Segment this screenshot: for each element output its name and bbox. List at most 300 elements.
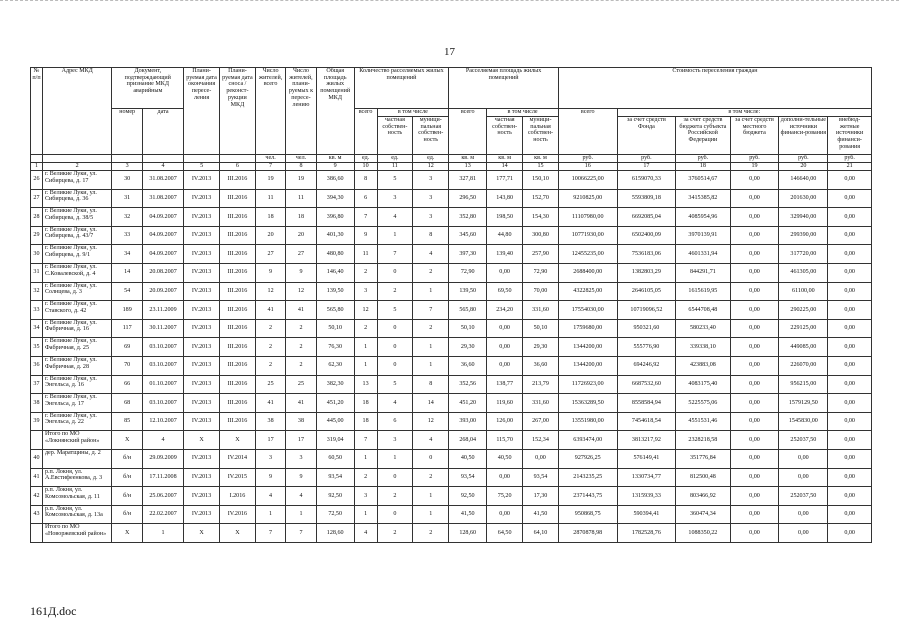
col-header-planned-demolition: Плани-руемая дата сноса / реконст-рукции МКД	[220, 68, 256, 155]
table-cell: 0,00	[828, 412, 872, 431]
table-cell: 2	[255, 356, 285, 375]
table-cell: 41,50	[523, 505, 559, 524]
table-cell: IV.2013	[184, 263, 220, 282]
table-cell: 28	[31, 208, 43, 227]
table-cell: X	[184, 431, 220, 450]
table-cell: 0,00	[828, 394, 872, 413]
col-header-cost-group: Стоимость переселения граждан	[558, 68, 871, 109]
unit-cell: кв. м	[523, 155, 559, 163]
table-cell: IV.2013	[184, 208, 220, 227]
col-header-total-area: Общая площадь жилых помещений МКД	[316, 68, 354, 155]
table-cell: 2371443,75	[558, 487, 617, 506]
table-cell: IV.2014	[220, 449, 256, 468]
col-header-residents-planned: Число жителей, плани-руемых к пересе-лению	[286, 68, 316, 155]
table-cell: 40	[31, 449, 43, 468]
table-cell: 382,30	[316, 375, 354, 394]
table-cell: 1545830,00	[779, 412, 828, 431]
table-cell: IV.2013	[184, 356, 220, 375]
column-number-cell: 18	[676, 163, 730, 171]
table-cell: 2	[354, 263, 377, 282]
table-cell: 34	[31, 319, 43, 338]
unit-cell: руб.	[779, 155, 828, 163]
table-cell: 54	[112, 282, 142, 301]
table-cell: 18	[286, 208, 316, 227]
page-number: 17	[444, 46, 455, 58]
table-cell: 345,60	[449, 226, 487, 245]
table-cell: 0	[377, 263, 413, 282]
table-cell: 0,00	[828, 524, 872, 543]
table-cell: 1759680,00	[558, 319, 617, 338]
table-cell: 694246,92	[617, 356, 676, 375]
table-cell: 1344200,00	[558, 356, 617, 375]
table-cell: III.2016	[220, 356, 256, 375]
col-header-area-private: частная собствен-ность	[487, 117, 523, 155]
table-cell: 69,50	[487, 282, 523, 301]
table-cell: 17	[286, 431, 316, 450]
table-cell: 317720,00	[779, 245, 828, 264]
table-cell: 0	[413, 449, 449, 468]
column-number-cell: 15	[523, 163, 559, 171]
table-cell: 139,50	[449, 282, 487, 301]
table-cell: 17554030,00	[558, 301, 617, 320]
table-cell: 394,30	[316, 189, 354, 208]
table-cell: 31	[112, 189, 142, 208]
table-cell: 0,00	[828, 356, 872, 375]
table-cell: 1	[377, 449, 413, 468]
table-cell: III.2016	[220, 263, 256, 282]
table-cell: 93,54	[523, 468, 559, 487]
table-cell: 20	[255, 226, 285, 245]
table-cell: 39	[31, 412, 43, 431]
table-cell: 12	[286, 282, 316, 301]
table-cell: 18	[354, 412, 377, 431]
table-cell: 4	[377, 208, 413, 227]
unit-cell: руб.	[617, 155, 676, 163]
table-cell: 12	[255, 282, 285, 301]
table-cell: 352,56	[449, 375, 487, 394]
table-cell: X	[112, 524, 142, 543]
table-cell: IV.2013	[184, 226, 220, 245]
table-cell: 331,60	[523, 301, 559, 320]
column-number-cell: 13	[449, 163, 487, 171]
col-header-num: № п/п	[31, 68, 43, 155]
table-cell: Итого по МО «Новоржевский район»	[42, 524, 112, 543]
col-header-cost-subject: за счет средств бюджета субъекта Российской Федерации	[676, 117, 730, 155]
table-cell: 461305,00	[779, 263, 828, 282]
table-cell: б/н	[112, 505, 142, 524]
table-cell: 13	[354, 375, 377, 394]
table-cell: 117	[112, 319, 142, 338]
column-number-cell: 10	[354, 163, 377, 171]
table-cell: 0,00	[730, 468, 779, 487]
table-cell: 0,00	[828, 171, 872, 190]
table-cell: 5	[377, 375, 413, 394]
table-cell: IV.2013	[184, 189, 220, 208]
table-cell: 8	[413, 226, 449, 245]
table-cell: X	[220, 431, 256, 450]
unit-cell: ед.	[413, 155, 449, 163]
table-cell: 150,10	[523, 171, 559, 190]
table-row	[31, 356, 872, 375]
table-cell: 18	[255, 208, 285, 227]
table-cell: 1	[413, 282, 449, 301]
table-cell: 0,00	[828, 375, 872, 394]
col-header-doc-number: номер	[112, 109, 142, 155]
table-cell: 3	[413, 189, 449, 208]
table-cell: 2	[377, 282, 413, 301]
table-cell: 1	[142, 524, 183, 543]
table-row	[31, 226, 872, 245]
table-cell: г. Великие Луки, ул. Ставского, д. 42	[42, 301, 112, 320]
table-cell: р.п. Локня, ул. А.Евстифеенкова, д. 3	[42, 468, 112, 487]
table-cell: 143,80	[487, 189, 523, 208]
table-cell: 72,50	[316, 505, 354, 524]
table-cell: 4	[413, 245, 449, 264]
table-cell: г. Великие Луки, ул. Сибирцева, д. 38/5	[42, 208, 112, 227]
unit-cell: ед.	[354, 155, 377, 163]
table-cell: 152,70	[523, 189, 559, 208]
table-cell: г. Великие Луки, ул. Энгельса, д. 22	[42, 412, 112, 431]
table-cell: 146,40	[316, 263, 354, 282]
table-cell: 30	[112, 171, 142, 190]
table-row	[31, 208, 872, 227]
table-cell: Итого по МО «Локнянский район»	[42, 431, 112, 450]
table-row	[31, 282, 872, 301]
table-cell: б/н	[112, 449, 142, 468]
unit-cell: чел.	[255, 155, 285, 163]
column-number-cell: 17	[617, 163, 676, 171]
table-cell: 1	[354, 449, 377, 468]
table-cell: 6393474,00	[558, 431, 617, 450]
table-cell: 3	[255, 449, 285, 468]
table-cell: IV.2013	[184, 282, 220, 301]
table-cell: 0,00	[730, 487, 779, 506]
table-cell: IV.2013	[184, 394, 220, 413]
unit-cell	[31, 155, 43, 163]
column-number-cell: 6	[220, 163, 256, 171]
table-cell: 04.09.2007	[142, 245, 183, 264]
table-cell: 4085954,96	[676, 208, 730, 227]
table-cell: 6687532,60	[617, 375, 676, 394]
table-cell: 36	[31, 356, 43, 375]
table-cell: 2	[413, 468, 449, 487]
table-cell: 3415385,82	[676, 189, 730, 208]
table-cell: 72,90	[523, 263, 559, 282]
table-cell: 6502400,09	[617, 226, 676, 245]
table-cell: 198,50	[487, 208, 523, 227]
table-cell: 25	[255, 375, 285, 394]
table-cell: 30	[31, 245, 43, 264]
table-cell: 0,00	[828, 282, 872, 301]
table-cell: 956215,00	[779, 375, 828, 394]
col-header-cost-extra: дополни-тельные источники финанси-рования	[779, 117, 828, 155]
table-cell: 3	[377, 431, 413, 450]
table-cell: IV.2013	[184, 505, 220, 524]
table-cell: 29	[31, 226, 43, 245]
col-header-cost-incl: в том числе:	[617, 109, 871, 117]
table-row	[31, 449, 872, 468]
table-cell: 75,20	[487, 487, 523, 506]
table-cell: 93,54	[316, 468, 354, 487]
table-cell: 7	[255, 524, 285, 543]
table-cell: 4322825,00	[558, 282, 617, 301]
table-cell: IV.2013	[184, 338, 220, 357]
table-cell: 590394,41	[617, 505, 676, 524]
table-cell: 1	[354, 356, 377, 375]
table-cell: 1615619,95	[676, 282, 730, 301]
table-cell: 252037,50	[779, 487, 828, 506]
column-number-cell: 5	[184, 163, 220, 171]
table-cell: 0,00	[828, 319, 872, 338]
table-cell: 04.09.2007	[142, 208, 183, 227]
table-cell: 3	[413, 171, 449, 190]
table-cell: 38	[286, 412, 316, 431]
table-cell: 29,30	[523, 338, 559, 357]
table-cell: 2	[255, 338, 285, 357]
table-cell: 7	[413, 301, 449, 320]
unit-cell: руб.	[828, 155, 872, 163]
table-cell: 10066225,00	[558, 171, 617, 190]
table-cell: 9	[286, 468, 316, 487]
col-header-area-municipal: муници-пальная собствен-ность	[523, 117, 559, 155]
column-number-cell: 4	[142, 163, 183, 171]
table-cell: 11	[286, 189, 316, 208]
table-cell: 1	[413, 505, 449, 524]
table-cell: 5225575,06	[676, 394, 730, 413]
table-cell: 9210825,00	[558, 189, 617, 208]
table-cell: 4	[255, 487, 285, 506]
table-cell: 2688400,00	[558, 263, 617, 282]
table-cell: 226070,00	[779, 356, 828, 375]
table-cell: 70	[112, 356, 142, 375]
table-cell: IV.2013	[184, 412, 220, 431]
table-cell: 1344200,00	[558, 338, 617, 357]
column-number-cell: 3	[112, 163, 142, 171]
column-number-cell: 19	[730, 163, 779, 171]
table-cell: 92,50	[316, 487, 354, 506]
table-cell: 23.11.2009	[142, 301, 183, 320]
table-cell: 41	[255, 301, 285, 320]
table-cell: 29.09.2009	[142, 449, 183, 468]
table-cell: IV.2013	[184, 449, 220, 468]
table-cell: 0,00	[779, 524, 828, 543]
table-cell: 0,00	[730, 282, 779, 301]
table-total-row	[31, 431, 872, 450]
table-cell: III.2016	[220, 226, 256, 245]
col-header-count-private: частная собствен-ность	[377, 117, 413, 155]
table-cell: 26	[31, 171, 43, 190]
table-cell: IV.2013	[184, 171, 220, 190]
table-cell: 393,00	[449, 412, 487, 431]
table-cell: 30.11.2007	[142, 319, 183, 338]
table-cell: 7	[377, 245, 413, 264]
table-row	[31, 487, 872, 506]
table-cell: 451,20	[449, 394, 487, 413]
table-cell: 22.02.2007	[142, 505, 183, 524]
table-cell: 5	[377, 171, 413, 190]
unit-cell	[142, 155, 183, 163]
table-cell: 27	[31, 189, 43, 208]
table-cell: 0,00	[730, 356, 779, 375]
table-cell: 0,00	[730, 319, 779, 338]
table-cell: 257,90	[523, 245, 559, 264]
table-cell: IV.2013	[184, 245, 220, 264]
table-cell: 44,80	[487, 226, 523, 245]
col-header-cost-total: всего	[558, 109, 617, 155]
table-total-row	[31, 524, 872, 543]
column-number-cell: 20	[779, 163, 828, 171]
table-cell: 18	[354, 394, 377, 413]
table-cell: 41	[31, 468, 43, 487]
table-cell: 2	[413, 319, 449, 338]
table-cell: III.2016	[220, 319, 256, 338]
table-cell: 0,00	[730, 394, 779, 413]
table-cell: г. Великие Луки, ул. С.Ковалевской, д. 4	[42, 263, 112, 282]
unit-cell	[42, 155, 112, 163]
table-cell: 17,30	[523, 487, 559, 506]
table-cell: 0,00	[828, 431, 872, 450]
table-cell: 7	[354, 431, 377, 450]
table-cell: 201630,00	[779, 189, 828, 208]
table-cell: р.п. Локня, ул. Комсомольская, д. 13а	[42, 505, 112, 524]
table-cell: 4	[142, 431, 183, 450]
table-cell: 128,60	[316, 524, 354, 543]
col-header-area-incl: в том числе	[487, 109, 559, 117]
col-header-count-municipal: муници-пальная собствен-ность	[413, 117, 449, 155]
table-cell: 50,10	[523, 319, 559, 338]
unit-cell	[220, 155, 256, 163]
table-cell: 4	[413, 431, 449, 450]
table-cell: 0	[377, 338, 413, 357]
table-cell: 128,60	[449, 524, 487, 543]
table-cell: 0,00	[487, 263, 523, 282]
table-cell: 2	[413, 524, 449, 543]
table-cell: 300,80	[523, 226, 559, 245]
table-cell: 37	[31, 375, 43, 394]
footer-filename: 161Д.doc	[30, 604, 77, 618]
table-cell: 11107980,00	[558, 208, 617, 227]
table-cell: 33	[112, 226, 142, 245]
table-cell: 3	[413, 208, 449, 227]
table-cell: 2646105,05	[617, 282, 676, 301]
table-cell: г. Великие Луки, ул. Сибирцева, д. 17	[42, 171, 112, 190]
table-cell: 1	[413, 356, 449, 375]
table-cell: 119,60	[487, 394, 523, 413]
table-cell: 42	[31, 487, 43, 506]
unit-cell: руб.	[558, 155, 617, 163]
table-cell: г. Великие Луки, ул. Энгельса, д. 16	[42, 375, 112, 394]
table-row	[31, 189, 872, 208]
table-cell: 139,50	[316, 282, 354, 301]
table-cell: 20.08.2007	[142, 263, 183, 282]
table-cell: 9	[255, 263, 285, 282]
table-cell: 12.10.2007	[142, 412, 183, 431]
table-cell: дер. Маратщины, д. 2	[42, 449, 112, 468]
table-cell: IV.2016	[220, 505, 256, 524]
table-cell: 9	[354, 226, 377, 245]
table-cell: IV.2013	[184, 468, 220, 487]
table-cell: 267,00	[523, 412, 559, 431]
table-cell: 1382803,29	[617, 263, 676, 282]
units-row	[31, 155, 872, 163]
table-cell: 386,60	[316, 171, 354, 190]
table-cell: 32	[112, 208, 142, 227]
table-cell: 803466,92	[676, 487, 730, 506]
table-cell: 580233,40	[676, 319, 730, 338]
table-cell: 2870878,98	[558, 524, 617, 543]
table-cell: 229125,00	[779, 319, 828, 338]
table-cell: 31.08.2007	[142, 189, 183, 208]
table-cell: 7536183,06	[617, 245, 676, 264]
table-cell: 0,00	[828, 226, 872, 245]
table-cell: 2	[377, 524, 413, 543]
table-cell: 480,80	[316, 245, 354, 264]
table-cell: 76,30	[316, 338, 354, 357]
table-cell: 0,00	[730, 208, 779, 227]
table-cell: г. Великие Луки, ул. Фабричная, д. 28	[42, 356, 112, 375]
table-cell: 146640,00	[779, 171, 828, 190]
table-cell: 40,50	[487, 449, 523, 468]
table-cell: 17.11.2008	[142, 468, 183, 487]
col-header-doc-date: дата	[142, 109, 183, 155]
table-cell: 0,00	[487, 338, 523, 357]
table-row	[31, 319, 872, 338]
table-cell: 5593809,18	[617, 189, 676, 208]
table-cell: 927926,25	[558, 449, 617, 468]
table-cell: 25	[286, 375, 316, 394]
column-number-cell: 2	[42, 163, 112, 171]
table-row	[31, 301, 872, 320]
table-cell: 6	[377, 412, 413, 431]
table-cell: III.2016	[220, 245, 256, 264]
table-cell: 2	[286, 356, 316, 375]
table-cell: 126,00	[487, 412, 523, 431]
table-cell: 0,00	[730, 449, 779, 468]
table-cell: 397,30	[449, 245, 487, 264]
table-cell: 213,79	[523, 375, 559, 394]
col-header-planned-resettlement: Плани-руемая дата окончания пересе-ления	[184, 68, 220, 155]
table-cell: 3970139,91	[676, 226, 730, 245]
column-number-cell: 12	[413, 163, 449, 171]
table-cell: 844291,71	[676, 263, 730, 282]
table-cell: 3	[354, 282, 377, 301]
col-header-cost-offbudget: внебюд-жетные источники финанси-рования	[828, 117, 872, 155]
unit-cell: кв. м	[449, 155, 487, 163]
table-cell: 36,60	[449, 356, 487, 375]
table-cell: 03.10.2007	[142, 338, 183, 357]
table-cell: 290225,00	[779, 301, 828, 320]
table-cell: 3760514,67	[676, 171, 730, 190]
table-cell: 339338,10	[676, 338, 730, 357]
table-cell: 115,70	[487, 431, 523, 450]
table-cell: 576149,41	[617, 449, 676, 468]
table-cell: 299390,00	[779, 226, 828, 245]
table-cell: 4	[354, 524, 377, 543]
table-cell: 565,80	[449, 301, 487, 320]
table-cell: 41	[286, 301, 316, 320]
table-cell: 329940,00	[779, 208, 828, 227]
table-cell: 252037,50	[779, 431, 828, 450]
table-row	[31, 338, 872, 357]
table-cell: 8	[413, 375, 449, 394]
table-cell: III.2016	[220, 282, 256, 301]
table-cell: 451,20	[316, 394, 354, 413]
table-cell: 3	[354, 487, 377, 506]
table-cell: 0,00	[730, 505, 779, 524]
table-cell: 69	[112, 338, 142, 357]
table-cell: 85	[112, 412, 142, 431]
unit-cell: кв. м	[487, 155, 523, 163]
